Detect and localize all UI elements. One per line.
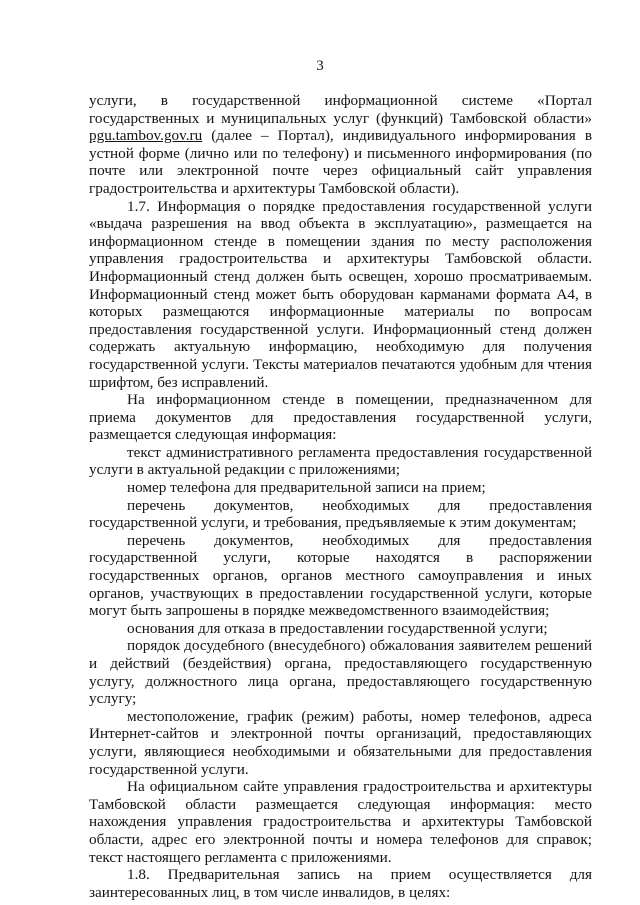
list-item: местоположение, график (режим) работы, номер телефонов, адреса Интернет-сайтов и электронной почты организаций, предоставляющих услуги, являющиеся необходимыми и обязательными для предоставления государственной услуги. (89, 707, 592, 778)
paragraph-website-info: На официальном сайте управления градостроительства и архитектуры Тамбовской области размещается следующая информация: место нахождения управления градостроительства и архитектуры Тамбовской области, адрес его электронной почты и номера телефонов для справок; текст настоящего регламента с приложениями. (89, 778, 592, 866)
paragraph-1-8: 1.8. Предварительная запись на прием осуществляется для заинтересованных лиц, в том числе инвалидов, в целях: (89, 866, 592, 901)
paragraph-portal (89, 92, 592, 198)
list-item: номер телефона для предварительной записи на прием; (127, 479, 486, 497)
paragraph-stand-info: На информационном стенде в помещении, предназначенном для приема документов для предоставления государственной услуги, размещается следующая информация: (89, 391, 592, 444)
list-item: порядок досудебного (внесудебного) обжалования заявителем решений и действий (бездействия) органа, предоставляющего государственную услугу, должностного лица органа, предоставляющего государственную услугу; (89, 637, 592, 708)
list-item: основания для отказа в предоставлении государственной услуги; (127, 619, 548, 637)
portal-link[interactable]: pgu.tambov.gov.ru (89, 127, 203, 145)
page-number: 3 (316, 58, 324, 74)
paragraph-text: (далее – Портал), индивидуального информирования в устной форме (лично или по телефону) и письменного информирования (по почте или электронной почте через официальный сайт управления градостроительства и архитектуры Тамбовской области). (89, 127, 592, 197)
list-item: перечень документов, необходимых для предоставления государственной услуги, и требования, предъявляемые к этим документам; (89, 496, 592, 532)
paragraph-1-7: 1.7. Информация о порядке предоставления государственной услуги «выдача разрешения на ввод объекта в эксплуатацию», размещается на информационном стенде в помещении здания по месту расположения управления градостроительства и архитектуры Тамбовской области. Информационный стенд должен быть освещен, хорошо просматриваемым. Информационный стенд может быть оборудован карманами формата А4, в которых размещаются информационные материалы по вопросам предоставления государственной услуги. Информационный стенд должен содержать актуальную информацию, необходимую для получения государственной услуги. Тексты материалов печатаются удобным для чтения шрифтом, без исправлений. (89, 197, 592, 391)
list-item: текст административного регламента предоставления государственной услуги в актуальной редакции с приложениями; (89, 443, 592, 479)
document-body (89, 92, 592, 901)
list-item: перечень документов, необходимых для предоставления государственной услуги, которые находятся в распоряжении государственных органов, органов местного самоуправления и иных органов, участвующих в предоставлении государственной услуги, которые могут быть запрошены в порядке межведомственного взаимодействия; (89, 531, 592, 620)
paragraph-text: услуги, в государственной информационной системе «Портал государственных и муниципальных услуг (функций) Тамбовской области» (89, 92, 592, 127)
